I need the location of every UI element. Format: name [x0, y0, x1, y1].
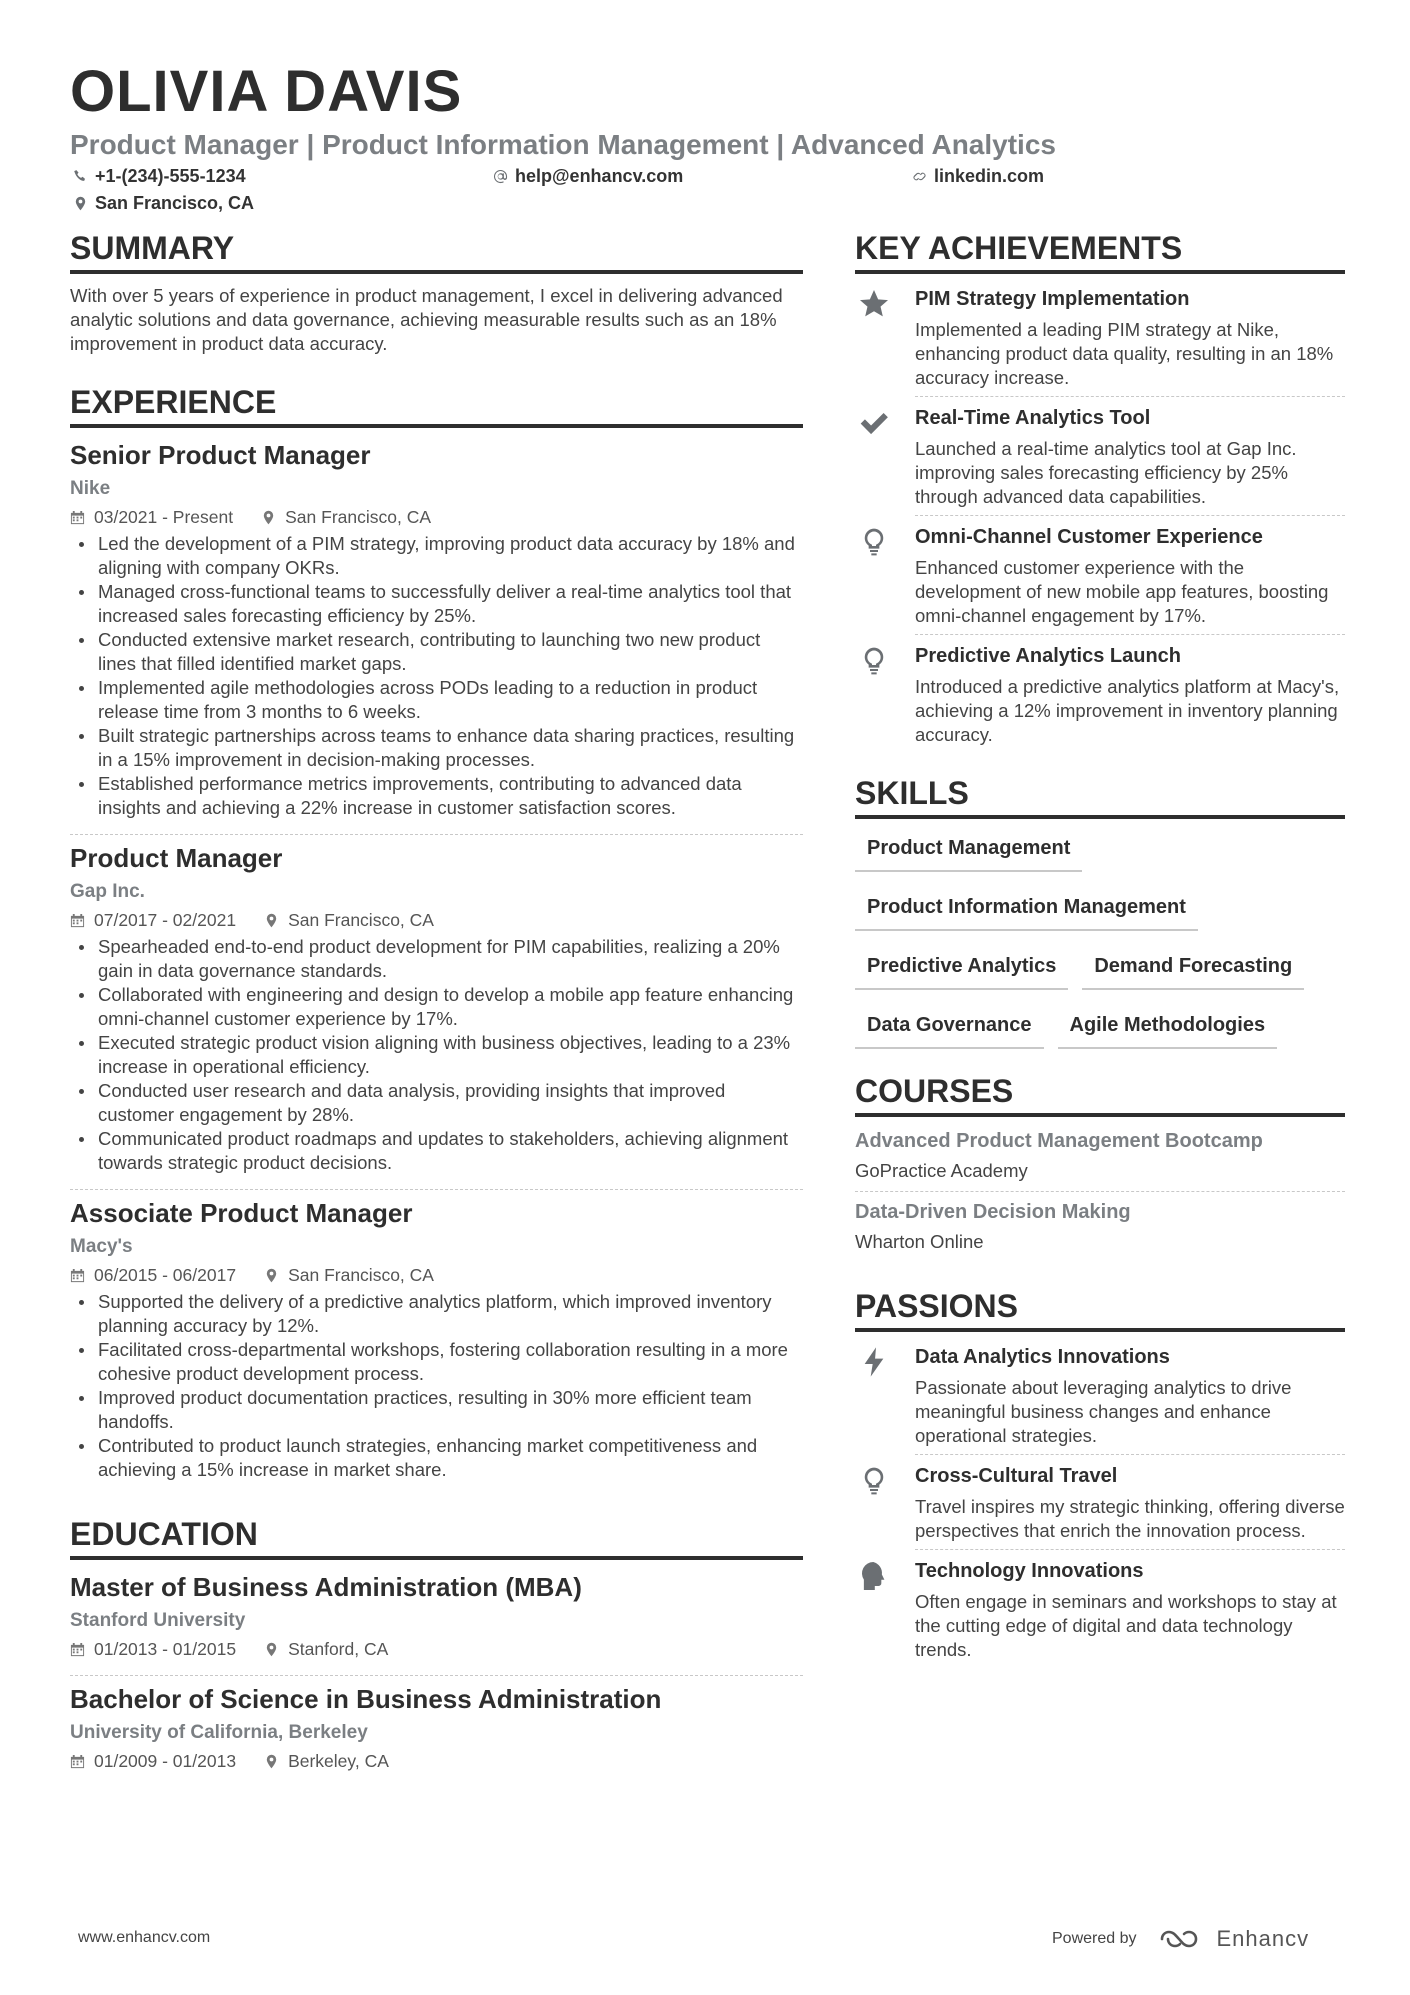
- passion-title: Cross-Cultural Travel: [915, 1465, 1118, 1487]
- achievement-title: Real-Time Analytics Tool: [915, 407, 1151, 429]
- brand-name: Enhancv: [1216, 1926, 1310, 1951]
- lightbulb-icon: [858, 645, 890, 677]
- bullet-item: Executed strategic product vision aligning with business objectives, leading to a 23% increase in operational efficiency.: [98, 1031, 803, 1079]
- job-meta: [70, 505, 803, 529]
- job-title: Associate Product Manager: [70, 1198, 413, 1228]
- section-divider: [70, 1556, 803, 1560]
- job-location-text: San Francisco, CA: [288, 910, 434, 930]
- education-location-text: Stanford, CA: [288, 1639, 389, 1659]
- bullet-item: Collaborated with engineering and design to develop a mobile app feature enhancing omni-channel customer experience by 17%.: [98, 983, 803, 1031]
- linkedin-text: linkedin.com: [934, 166, 1045, 186]
- bullet-item: Led the development of a PIM strategy, improving product data accuracy by 18% and aligning with company OKRs.: [98, 532, 803, 580]
- bullet-item: Spearheaded end-to-end product development for PIM capabilities, realizing a 20% gain in data governance standards.: [98, 935, 803, 983]
- contact-row: [70, 166, 1350, 193]
- passion-item: [855, 1342, 1345, 1448]
- link-icon: [912, 169, 927, 184]
- achievements-heading: KEY ACHIEVEMENTS: [855, 230, 1183, 266]
- job-dates: [70, 505, 233, 529]
- section-divider: [70, 424, 803, 428]
- education-dates-text: 01/2013 - 01/2015: [94, 1639, 237, 1659]
- enhancv-logo[interactable]: [1159, 1926, 1310, 1952]
- experience-entry: [70, 1196, 803, 1490]
- bullet-item: Conducted user research and data analysis, providing insights that improved customer engagement by 28%.: [98, 1079, 803, 1127]
- achievement-item: [855, 522, 1345, 628]
- section-divider: [855, 1328, 1345, 1332]
- entry-divider: [855, 1191, 1345, 1192]
- job-dates-text: 07/2017 - 02/2021: [94, 910, 237, 930]
- achievement-item: [855, 403, 1345, 509]
- linkedin-contact[interactable]: [912, 166, 1044, 187]
- skill-tag: Demand Forecasting: [1082, 949, 1304, 990]
- skill-tag: Product Management: [855, 831, 1082, 872]
- section-divider: [70, 270, 803, 274]
- passion-item: [855, 1556, 1345, 1662]
- job-location: [261, 505, 431, 529]
- passion-description: Passionate about leveraging analytics to drive meaningful business changes and enhance operational strategies.: [915, 1377, 1292, 1446]
- achievement-description: Introduced a predictive analytics platform at Macy's, achieving a 12% improvement in inventory planning accuracy.: [915, 676, 1340, 745]
- entry-divider: [915, 515, 1345, 516]
- experience-entry: [70, 438, 803, 828]
- passions-section: [855, 1286, 1345, 1662]
- education-entry: [70, 1682, 803, 1781]
- passions-heading: PASSIONS: [855, 1288, 1018, 1324]
- star-icon: [858, 288, 890, 320]
- candidate-title: Product Manager | Product Information Management | Advanced Analytics: [70, 129, 1056, 160]
- location-text: San Francisco, CA: [95, 193, 255, 213]
- job-bullets: [70, 935, 803, 1175]
- education-dates: [70, 1749, 236, 1773]
- entry-divider: [70, 1675, 803, 1676]
- job-title: Product Manager: [70, 843, 283, 873]
- skills-heading: SKILLS: [855, 775, 969, 811]
- achievement-title: PIM Strategy Implementation: [915, 288, 1190, 310]
- company-name: Macy's: [70, 1236, 133, 1257]
- job-location-text: San Francisco, CA: [288, 1265, 434, 1285]
- map-pin-icon: [73, 196, 88, 211]
- education-entry: [70, 1570, 803, 1669]
- email-contact[interactable]: [493, 166, 683, 187]
- calendar-icon: [70, 1268, 85, 1283]
- skill-tag: Predictive Analytics: [855, 949, 1068, 990]
- job-dates-text: 06/2015 - 06/2017: [94, 1265, 237, 1285]
- experience-section: [70, 382, 803, 1490]
- job-location-text: San Francisco, CA: [285, 507, 432, 527]
- company-name: Nike: [70, 478, 111, 499]
- achievement-description: Launched a real-time analytics tool at Gap Inc. improving sales forecasting efficiency by 25% through advanced data capabilities.: [915, 438, 1297, 507]
- company-name: Gap Inc.: [70, 881, 145, 902]
- calendar-icon: [70, 1754, 85, 1769]
- job-bullets: [70, 1290, 803, 1482]
- course-item: [855, 1127, 1345, 1185]
- course-title: Advanced Product Management Bootcamp: [855, 1130, 1263, 1152]
- achievement-item: [855, 641, 1345, 747]
- map-pin-icon: [264, 913, 279, 928]
- job-title: Senior Product Manager: [70, 440, 371, 470]
- calendar-icon: [70, 913, 85, 928]
- location-contact: [73, 193, 254, 214]
- achievements-section: [855, 228, 1345, 747]
- powered-by-label: Powered by: [1052, 1930, 1137, 1947]
- education-dates: [70, 1637, 236, 1661]
- at-sign-icon: [493, 169, 508, 184]
- passion-title: Technology Innovations: [915, 1560, 1144, 1582]
- education-section: [70, 1514, 803, 1781]
- courses-heading: COURSES: [855, 1073, 1014, 1109]
- education-meta: [70, 1637, 803, 1661]
- education-dates-text: 01/2009 - 01/2013: [94, 1751, 237, 1771]
- course-title: Data-Driven Decision Making: [855, 1201, 1131, 1223]
- map-pin-icon: [264, 1268, 279, 1283]
- achievement-description: Enhanced customer experience with the development of new mobile app features, boosting omni-channel engagement by 17%.: [915, 557, 1329, 626]
- education-location-text: Berkeley, CA: [288, 1751, 389, 1771]
- section-divider: [855, 1113, 1345, 1117]
- education-heading: EDUCATION: [70, 1516, 258, 1552]
- achievement-item: [855, 284, 1345, 390]
- entry-divider: [915, 634, 1345, 635]
- course-provider: Wharton Online: [855, 1231, 984, 1252]
- skill-tag: Agile Methodologies: [1058, 1008, 1278, 1049]
- section-divider: [855, 815, 1345, 819]
- job-dates: [70, 1263, 236, 1287]
- bullet-item: Conducted extensive market research, contributing to launching two new product lines that filled identified market gaps.: [98, 628, 803, 676]
- phone-contact[interactable]: [73, 166, 246, 187]
- skills-section: [855, 773, 1345, 1049]
- summary-section: [70, 228, 803, 356]
- education-location: [264, 1637, 388, 1661]
- lightbulb-icon: [858, 526, 890, 558]
- resume-header: [70, 58, 1350, 220]
- entry-divider: [70, 834, 803, 835]
- section-divider: [855, 270, 1345, 274]
- job-meta: [70, 1263, 803, 1287]
- school-name: Stanford University: [70, 1610, 246, 1631]
- summary-heading: SUMMARY: [70, 230, 235, 266]
- footer-website[interactable]: www.enhancv.com: [78, 1929, 211, 1946]
- achievement-description: Implemented a leading PIM strategy at Nike, enhancing product data quality, resulting in an 18% accuracy increase.: [915, 319, 1334, 388]
- education-location: [264, 1749, 389, 1773]
- calendar-icon: [70, 510, 85, 525]
- phone-icon: [73, 169, 88, 184]
- job-location: [264, 908, 434, 932]
- job-bullets: [70, 532, 803, 820]
- course-provider: GoPractice Academy: [855, 1160, 1028, 1181]
- degree-title: Bachelor of Science in Business Administration: [70, 1684, 662, 1714]
- entry-divider: [915, 1549, 1345, 1550]
- enhancv-logo-icon: [1159, 1927, 1205, 1951]
- bullet-item: Supported the delivery of a predictive analytics platform, which improved inventory planning accuracy by 12%.: [98, 1290, 803, 1338]
- email-text: help@enhancv.com: [515, 166, 684, 186]
- job-meta: [70, 908, 803, 932]
- degree-title: Master of Business Administration (MBA): [70, 1572, 582, 1602]
- map-pin-icon: [264, 1754, 279, 1769]
- lightning-bolt-icon: [858, 1346, 890, 1378]
- summary-text: With over 5 years of experience in product management, I excel in delivering advanced analytic solutions and data governance, achieving measurable results such as an 18% improvement in product data accuracy.: [70, 285, 783, 354]
- achievement-title: Predictive Analytics Launch: [915, 645, 1182, 667]
- location-row: [70, 193, 1350, 220]
- map-pin-icon: [264, 1642, 279, 1657]
- skill-tag: Data Governance: [855, 1008, 1044, 1049]
- bullet-item: Implemented agile methodologies across PODs leading to a reduction in product release time from 3 months to 6 weeks.: [98, 676, 803, 724]
- candidate-name: OLIVIA DAVIS: [70, 59, 463, 124]
- skills-list: [855, 829, 1345, 1049]
- passion-description: Often engage in seminars and workshops to stay at the cutting edge of digital and data technology trends.: [915, 1591, 1337, 1660]
- courses-section: [855, 1071, 1345, 1256]
- school-name: University of California, Berkeley: [70, 1722, 368, 1743]
- experience-heading: EXPERIENCE: [70, 384, 277, 420]
- bullet-item: Built strategic partnerships across teams to enhance data sharing practices, resulting in a 15% improvement in decision-making processes.: [98, 724, 803, 772]
- bullet-item: Communicated product roadmaps and updates to stakeholders, achieving alignment towards strategic product decisions.: [98, 1127, 803, 1175]
- bullet-item: Facilitated cross-departmental workshops, fostering collaboration resulting in a more cohesive product development process.: [98, 1338, 803, 1386]
- bullet-item: Improved product documentation practices, resulting in 30% more efficient team handoffs.: [98, 1386, 803, 1434]
- entry-divider: [70, 1189, 803, 1190]
- checkmark-icon: [858, 407, 890, 439]
- job-location: [264, 1263, 434, 1287]
- passion-description: Travel inspires my strategic thinking, offering diverse perspectives that enrich the innovation process.: [915, 1496, 1345, 1541]
- entry-divider: [915, 396, 1345, 397]
- bullet-item: Contributed to product launch strategies, enhancing market competitiveness and achieving a 15% increase in market share.: [98, 1434, 803, 1482]
- job-dates-text: 03/2021 - Present: [94, 507, 234, 527]
- bullet-item: Managed cross-functional teams to successfully deliver a real-time analytics tool that increased sales forecasting efficiency by 25%.: [98, 580, 803, 628]
- calendar-icon: [70, 1642, 85, 1657]
- phone-text: +1-(234)-555-1234: [95, 166, 246, 186]
- brain-head-icon: [858, 1560, 890, 1592]
- passion-title: Data Analytics Innovations: [915, 1346, 1170, 1368]
- achievement-title: Omni-Channel Customer Experience: [915, 526, 1263, 548]
- footer-branding: [1052, 1926, 1309, 1952]
- left-column: [70, 228, 803, 1781]
- education-meta: [70, 1749, 803, 1773]
- lightbulb-icon: [858, 1465, 890, 1497]
- passion-item: [855, 1461, 1345, 1543]
- job-dates: [70, 908, 236, 932]
- experience-entry: [70, 841, 803, 1183]
- map-pin-icon: [261, 510, 276, 525]
- right-column: [855, 228, 1345, 1662]
- course-item: [855, 1198, 1345, 1256]
- bullet-item: Established performance metrics improvements, contributing to advanced data insights and achieving a 22% increase in customer satisfaction scores.: [98, 772, 803, 820]
- entry-divider: [915, 1454, 1345, 1455]
- skill-tag: Product Information Management: [855, 890, 1198, 931]
